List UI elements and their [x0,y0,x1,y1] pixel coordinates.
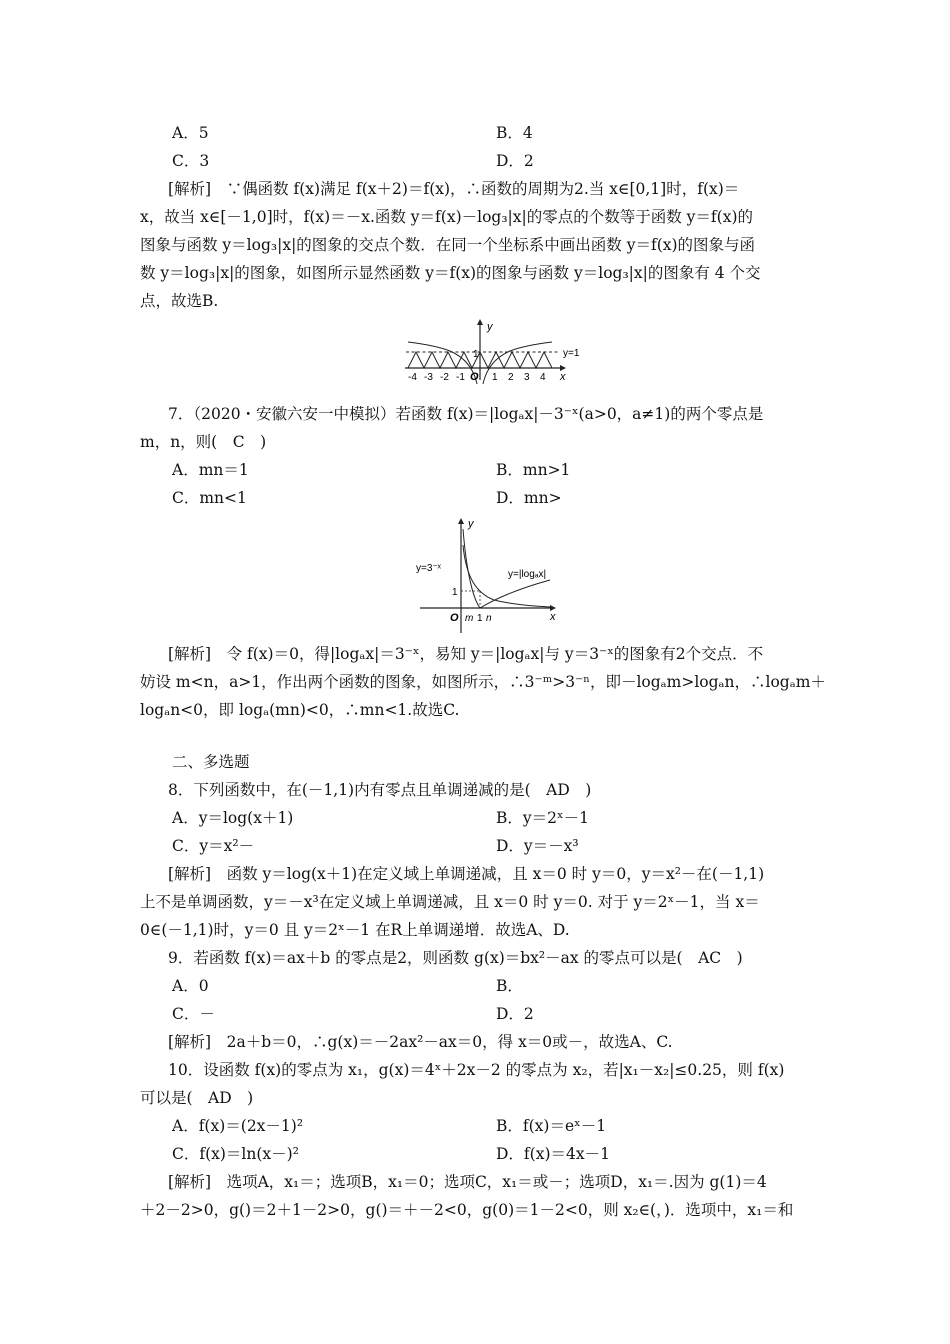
x-tick-label: 1 [492,372,498,383]
x-tick-label: -4 [408,372,417,383]
q9-analysis: [解析] 2a＋b＝0，∴g(x)＝－2ax²－ax＝0，得 x＝0或－，故选A、C. [168,1033,673,1051]
y-tick-one: 1 [452,587,458,598]
x-tick-label: 4 [540,372,546,383]
y-equals-1-label: y=1 [563,348,580,359]
q6-option-d: D．2 [496,152,534,170]
x-tick-one: 1 [477,613,483,624]
n-label: n [486,613,492,624]
q8-option-a: A．y＝log(x＋1) [172,809,294,827]
q10-analysis-line: ＋2－2>0，g()＝2＋1－2>0，g()＝＋－2<0，g(0)＝1－2<0，则 x₂∈(，)．选项中，x₁＝和 [140,1201,794,1219]
q7-analysis-line: 妨设 m<n，a>1，作出两个函数的图象，如图所示，∴3⁻ᵐ>3⁻ⁿ，即－logₐm>logₐn，∴logₐm＋ [140,673,826,691]
q6-analysis-line: 点，故选B. [140,292,219,310]
curve-label-exp: y=3⁻ˣ [416,563,441,574]
q8-option-b: B．y＝2ˣ－1 [496,809,589,827]
m-label: m [465,613,474,624]
origin-label: O [450,612,459,624]
q7-stem-line: 7．（2020・安徽六安一中模拟）若函数 f(x)＝|logₐx|－3⁻ˣ(a>0，a≠1)的两个零点是 [168,405,764,423]
x-axis-label: x [560,371,566,383]
q6-graph-figure [400,318,590,384]
origin-label: O [470,371,479,383]
q7-stem-line: m，n，则( C ) [140,433,267,451]
q8-analysis-line: 上不是单调函数，y＝－x³在定义域上单调递减，且 x＝0 时 y＝0. 对于 y＝2ˣ－1，当 x＝ [140,893,760,911]
q6-analysis-line: [解析] ∵偶函数 f(x)满足 f(x＋2)＝f(x)，∴函数的周期为2.当 x∈[0,1]时，f(x)＝ [168,180,740,198]
x-tick-label: -1 [456,372,465,383]
q7-option-a: A．mn＝1 [172,461,249,479]
q10-stem-line: 10．设函数 f(x)的零点为 x₁，g(x)＝4ˣ＋2x－2 的零点为 x₂，若|x₁－x₂|≤0.25，则 f(x) [168,1061,785,1079]
q7-analysis-line: logₐn<0，即 logₐ(mn)<0，∴mn<1.故选C. [140,701,460,719]
q10-analysis-line: [解析] 选项A，x₁＝；选项B，x₁＝0；选项C，x₁＝或－；选项D，x₁＝.因为 g(1)＝4 [168,1173,767,1191]
y-tick-one: 1 [473,349,479,360]
x-tick-label: -2 [440,372,449,383]
q10-option-d: D．f(x)＝4x－1 [496,1145,610,1163]
q7-graph-figure [410,515,570,635]
x-tick-label: -3 [424,372,433,383]
q9-option-c: C．－ [172,1005,215,1023]
y-axis-arrow [477,319,483,325]
q8-analysis-line: [解析] 函数 y＝log(x＋1)在定义域上单调递减，且 x＝0 时 y＝0，y＝x²－在(－1,1) [168,865,765,883]
q9-option-b: B． [496,977,523,995]
y-axis-label: y [468,518,474,530]
q6-analysis-line: 数 y＝log₃|x|的图象，如图所示显然函数 y＝f(x)的图象与函数 y＝log₃|x|的图象有 4 个交 [140,264,761,282]
q8-option-d: D．y＝－x³ [496,837,579,855]
q6-analysis-line: x，故当 x∈[－1,0]时，f(x)＝－x.函数 y＝f(x)－log₃|x|的零点的个数等于函数 y＝f(x)的 [140,208,753,226]
q8-analysis-line: 0∈(－1,1)时，y＝0 且 y＝2ˣ－1 在R上单调递增．故选A、D. [140,921,570,939]
q9-stem: 9．若函数 f(x)＝ax＋b 的零点是2，则函数 g(x)＝bx²－ax 的零点可以是( AC ) [168,949,743,967]
q10-stem-line: 可以是( AD ) [140,1089,254,1107]
q6-analysis-line: 图象与函数 y＝log₃|x|的图象的交点个数．在同一个坐标系中画出函数 y＝f(x)的图象与函 [140,236,756,254]
q7-option-d: D．mn> [496,489,562,507]
q9-option-a: A．0 [172,977,209,995]
q7-option-b: B．mn>1 [496,461,571,479]
q9-option-d: D．2 [496,1005,534,1023]
q8-stem: 8．下列函数中，在(－1,1)内有零点且单调递减的是( AD ) [168,781,592,799]
y-axis-label: y [487,321,493,333]
q10-option-b: B．f(x)＝eˣ－1 [496,1117,607,1135]
q7-option-c: C．mn<1 [172,489,247,507]
x-axis-label: x [550,611,556,623]
q6-option-a: A．5 [172,124,209,142]
y-axis-arrow [458,518,464,524]
curve-label-log: y=|logₐx| [508,569,547,580]
section-heading: 二、多选题 [172,753,250,771]
q10-option-c: C．f(x)＝ln(x－)² [172,1145,299,1163]
q10-option-a: A．f(x)＝(2x－1)² [172,1117,304,1135]
q7-analysis-line: [解析] 令 f(x)＝0，得|logₐx|＝3⁻ˣ，易知 y＝|logₐx|与 y＝3⁻ˣ的图象有2个交点．不 [168,645,764,663]
q8-option-c: C．y＝x²－ [172,837,255,855]
q6-option-b: B．4 [496,124,533,142]
x-tick-label: 2 [508,372,514,383]
x-tick-label: 3 [524,372,530,383]
q6-option-c: C．3 [172,152,210,170]
